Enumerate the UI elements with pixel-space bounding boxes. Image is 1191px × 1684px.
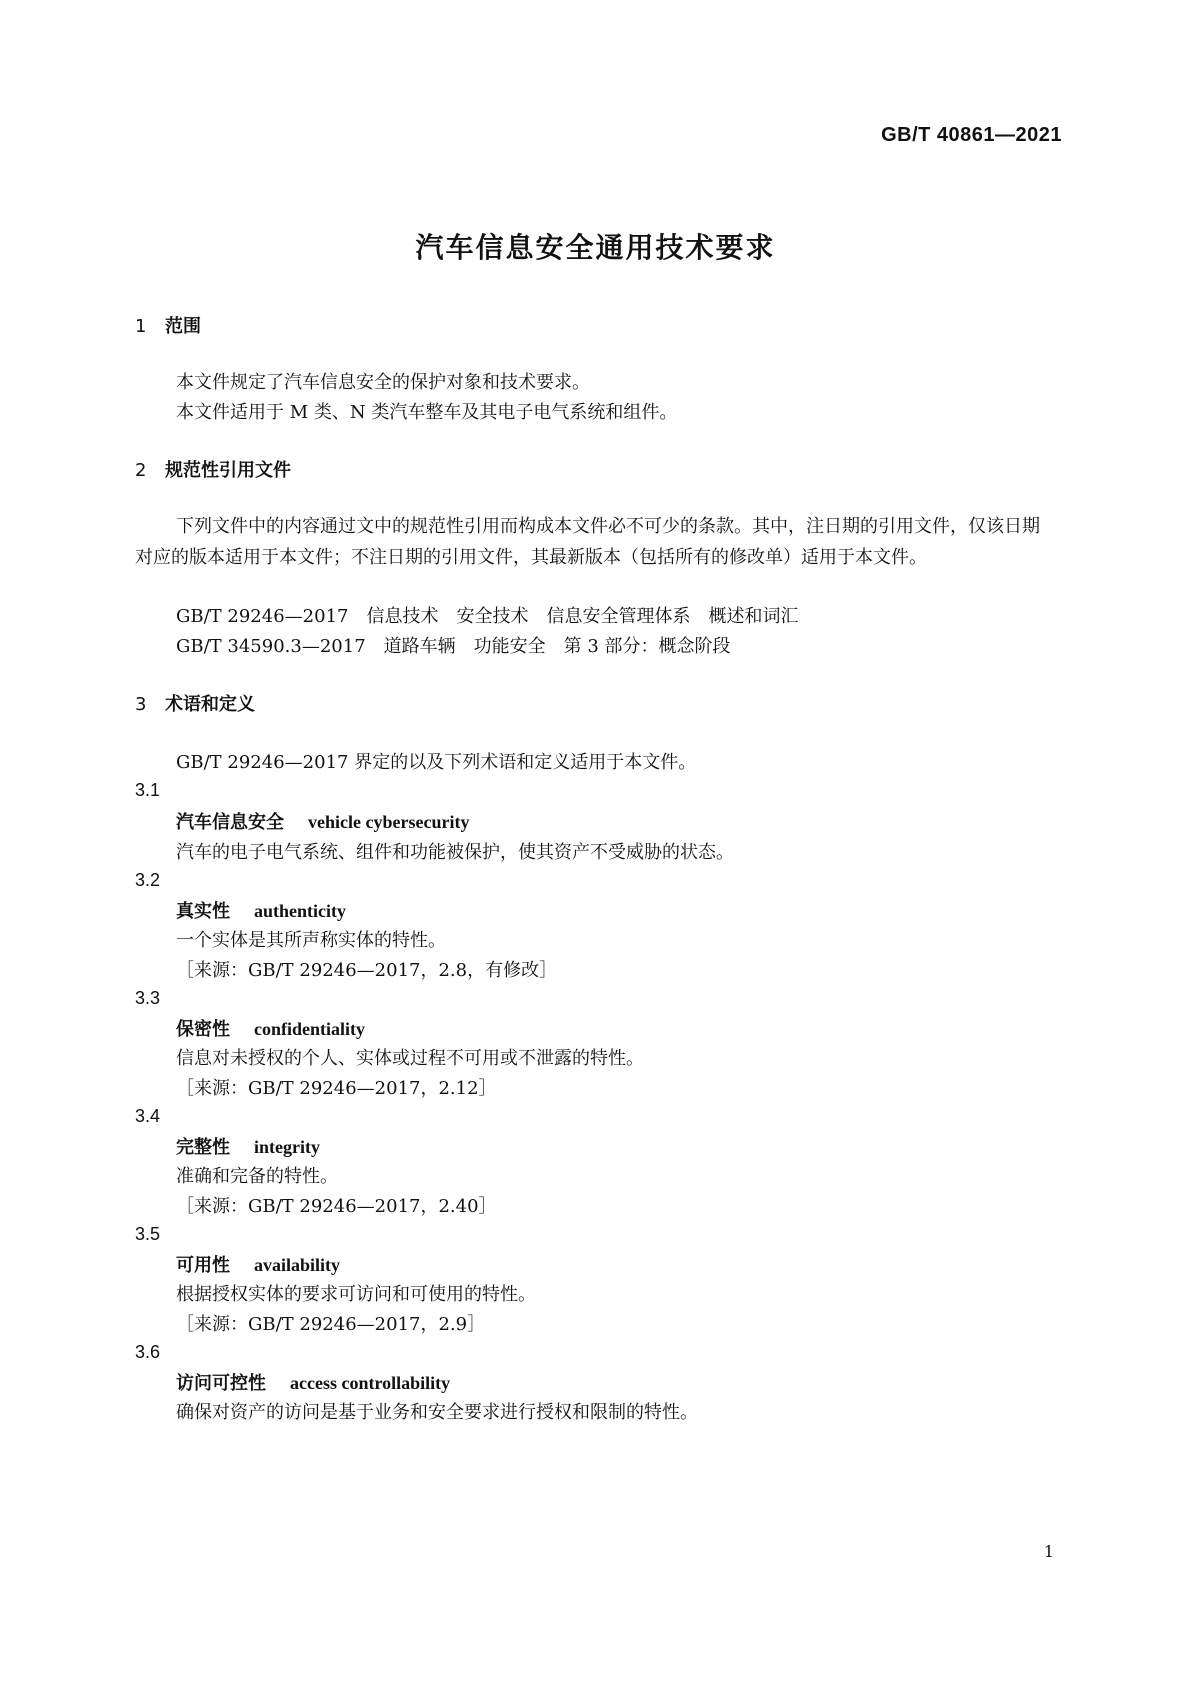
term-number: 3.2	[135, 870, 161, 890]
section-heading-terms	[135, 690, 255, 716]
term-zh: 访问可控性	[176, 1373, 266, 1394]
scope-paragraph-1: 本文件规定了汽车信息安全的保护对象和技术要求。	[176, 372, 590, 393]
term-number: 3.5	[135, 1224, 161, 1244]
term-zh: 汽车信息安全	[176, 812, 284, 833]
term-definition: 准确和完备的特性。	[176, 1166, 338, 1187]
term-heading	[176, 897, 346, 923]
term-definition: 汽车的电子电气系统、组件和功能被保护，使其资产不受威胁的状态。	[176, 842, 734, 863]
term-zh: 真实性	[176, 901, 230, 922]
term-definition: 一个实体是其所声称实体的特性。	[176, 930, 446, 951]
section-number: 2	[135, 460, 147, 481]
term-source: ［来源：GB/T 29246—2017，2.9］	[176, 1314, 486, 1335]
section-title: 术语和定义	[165, 694, 255, 715]
term-definition: 确保对资产的访问是基于业务和安全要求进行授权和限制的特性。	[176, 1402, 698, 1423]
page-number: 1	[1043, 1542, 1054, 1561]
section-heading-scope	[135, 312, 201, 338]
reference-item: GB/T 34590.3—2017 道路车辆 功能安全 第 3 部分：概念阶段	[176, 636, 731, 657]
term-zh: 可用性	[176, 1255, 230, 1276]
term-source: ［来源：GB/T 29246—2017，2.40］	[176, 1196, 497, 1217]
term-number: 3.4	[135, 1106, 161, 1126]
section-heading-normative-references	[135, 456, 291, 482]
section-title: 范围	[165, 316, 201, 337]
section-title: 规范性引用文件	[165, 460, 291, 481]
term-en: confidentiality	[254, 1019, 365, 1039]
section-number: 3	[135, 694, 147, 715]
term-definition: 信息对未授权的个人、实体或过程不可用或不泄露的特性。	[176, 1048, 644, 1069]
term-number: 3.6	[135, 1342, 161, 1362]
term-source: ［来源：GB/T 29246—2017，2.8，有修改］	[176, 960, 558, 981]
reference-item: GB/T 29246—2017 信息技术 安全技术 信息安全管理体系 概述和词汇	[176, 606, 799, 627]
document-title: 汽车信息安全通用技术要求	[415, 231, 776, 264]
standard-number: GB/T 40861—2021	[881, 124, 1062, 146]
term-zh: 保密性	[176, 1019, 230, 1040]
term-heading	[176, 808, 469, 834]
scope-paragraph-2: 本文件适用于 M 类、N 类汽车整车及其电子电气系统和组件。	[176, 402, 678, 423]
term-heading	[176, 1369, 450, 1395]
term-heading	[176, 1251, 340, 1277]
term-number: 3.1	[135, 780, 161, 800]
section-number: 1	[135, 316, 147, 337]
term-en: authenticity	[254, 901, 346, 921]
term-zh: 完整性	[176, 1137, 230, 1158]
term-en: availability	[254, 1255, 341, 1275]
term-number: 3.3	[135, 988, 161, 1008]
term-definition: 根据授权实体的要求可访问和可使用的特性。	[176, 1284, 536, 1305]
term-en: access controllability	[290, 1373, 451, 1393]
term-source: ［来源：GB/T 29246—2017，2.12］	[176, 1078, 497, 1099]
references-paragraph: 下列文件中的内容通过文中的规范性引用而构成本文件必不可少的条款。其中，注日期的引用文件，仅该日期对应的版本适用于本文件；不注日期的引用文件，其最新版本（包括所有的修改单）适用于本文件。	[135, 516, 1040, 568]
terms-paragraph: GB/T 29246—2017 界定的以及下列术语和定义适用于本文件。	[176, 752, 697, 773]
term-en: integrity	[254, 1137, 320, 1157]
term-heading	[176, 1015, 365, 1041]
term-en: vehicle cybersecurity	[308, 812, 470, 832]
term-heading	[176, 1133, 320, 1159]
